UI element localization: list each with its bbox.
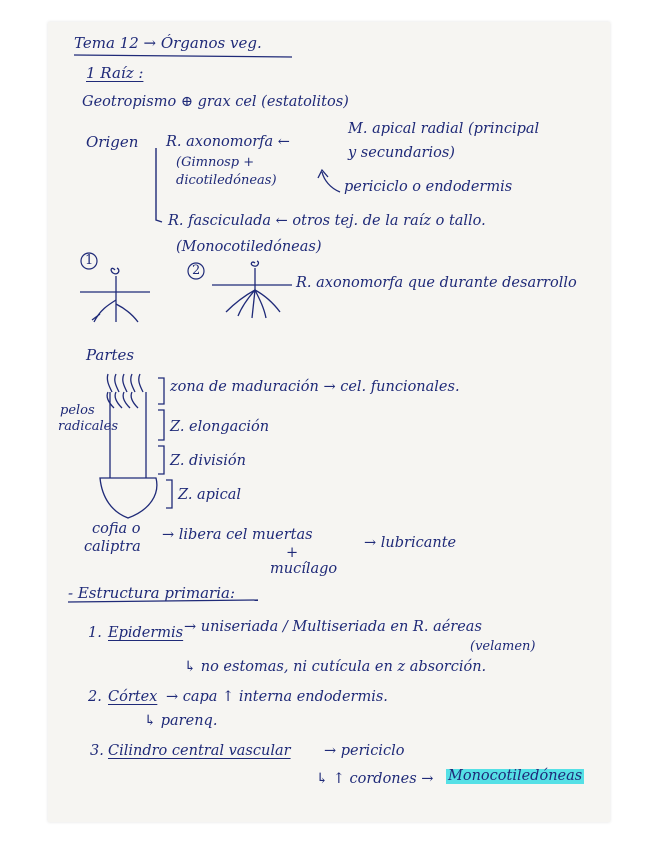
zona-maduracion: zona de maduración → cel. funcionales.	[170, 379, 460, 395]
cortex-number: 2.	[88, 689, 102, 705]
origen-label: Origen	[86, 133, 139, 151]
section-raiz-heading: 1 Raíz :	[86, 64, 144, 82]
plus-sign: +	[286, 545, 299, 561]
radicales-label: radicales	[58, 419, 118, 434]
velamen-note: (velamen)	[470, 639, 536, 654]
page-title: Tema 12 → Órganos veg.	[74, 34, 262, 52]
partes-heading: Partes	[86, 346, 135, 364]
dicoti-label: dicotiledóneas)	[176, 173, 277, 188]
meristemo-line: M. apical radial (principal	[348, 121, 540, 137]
libera-text: → libera cel muertas	[162, 527, 313, 543]
axonomorfa-development-note: R. axonomorfa que durante desarrollo	[296, 275, 577, 291]
cortex-term: Córtex	[108, 689, 158, 705]
estructura-heading: - Estructura primaria:	[68, 584, 236, 602]
axonomorfa-line: R. axonomorfa ←	[166, 134, 290, 150]
fasciculada-line: R. fasciculada ← otros tej. de la raíz o tallo.	[168, 213, 486, 229]
cortex-subnote: ↳ parenq.	[144, 713, 218, 729]
cilindro-term: Cilindro central vascular	[108, 743, 291, 759]
epidermis-term: Epidermis	[108, 625, 184, 641]
mucilago-text: mucílago	[270, 561, 338, 577]
gimnosp-label: (Gimnosp +	[176, 155, 255, 170]
zona-apical: Z. apical	[178, 487, 242, 503]
fibrous-root-diagram	[212, 261, 292, 318]
root-tip-diagram	[100, 374, 172, 518]
geotropismo-line: Geotropismo ⊕ grax cel (estatolitos)	[82, 94, 349, 110]
diagram-2-number: 2	[192, 263, 201, 278]
caliptra-label: caliptra	[84, 539, 141, 555]
periciclo-endodermis: periciclo o endodermis	[344, 179, 513, 195]
meristemo-line-2: y secundarios)	[348, 145, 455, 161]
title-underline	[74, 55, 292, 57]
cilindro-number: 3.	[90, 743, 104, 759]
zona-elongacion: Z. elongación	[170, 419, 270, 435]
cilindro-description: → periciclo	[324, 743, 405, 759]
epidermis-number: 1.	[88, 625, 102, 641]
lubricante-text: → lubricante	[364, 535, 457, 551]
cilindro-subnote: ↳ ↑ cordones →	[316, 771, 434, 787]
origin-bracket	[156, 148, 162, 222]
curved-arrow	[322, 172, 340, 192]
cofia-label: cofia o	[92, 521, 141, 537]
taproot-diagram	[80, 268, 150, 322]
zona-division: Z. división	[170, 453, 246, 469]
epidermis-description: → uniseriada / Multiseriada en R. aéreas	[184, 619, 482, 635]
cortex-description: → capa ↑ interna endodermis.	[166, 689, 388, 705]
diagram-1-number: 1	[85, 253, 94, 268]
monocoti-label: (Monocotiledóneas)	[176, 239, 322, 255]
epidermis-subnote: ↳ no estomas, ni cutícula en z absorción.	[184, 659, 487, 675]
monocotiledoneas-highlight: Monocotiledóneas	[448, 768, 583, 784]
pelos-label: pelos	[60, 403, 95, 418]
